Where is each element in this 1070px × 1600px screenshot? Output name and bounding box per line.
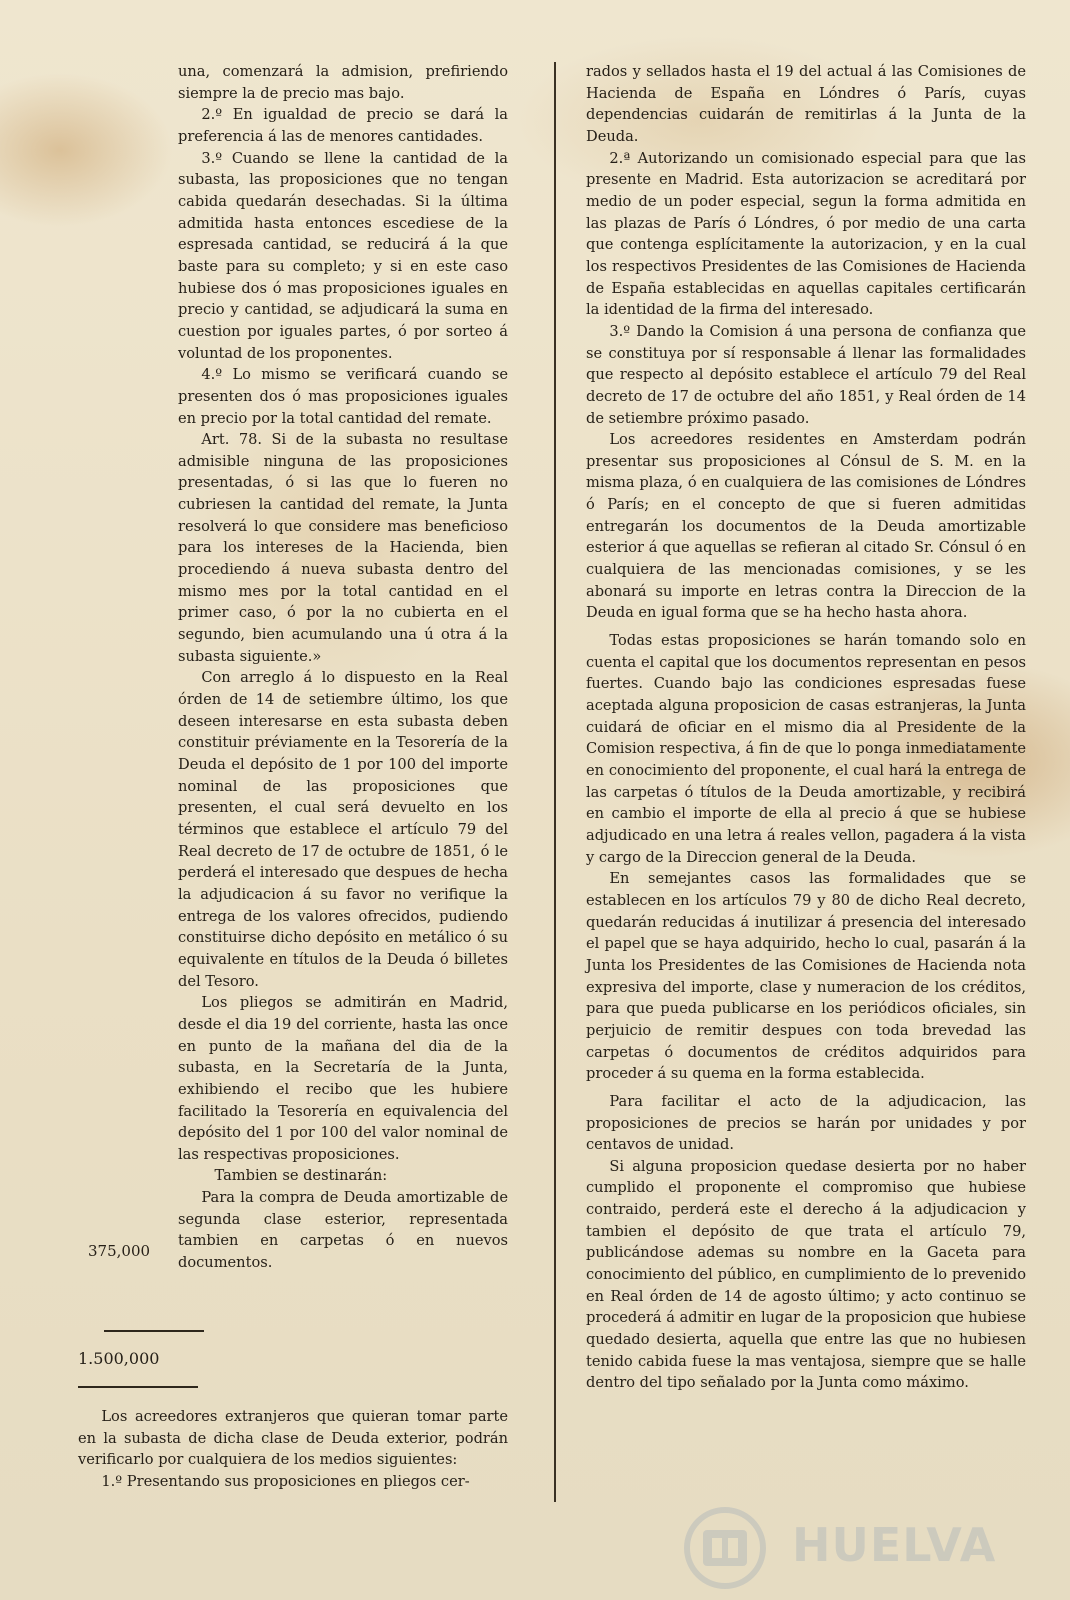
paragraph: 1.º Presentando sus proposiciones en pliegos cer- — [101, 1472, 470, 1490]
paragraph: Los pliegos se admitirán en Madrid, desde el dia 19 del corriente, hasta las once en punto de la mañana del dia de la subasta, en la Secretaría de la Junta, exhibiendo el recibo que les hubiere facilitado la Tesorería en equivalencia del depósito del 1 por 100 del valor nominal de las respectivas proposiciones. — [178, 994, 508, 1163]
column-divider — [554, 62, 556, 1502]
left-column — [178, 61, 508, 1274]
paragraph: 2.ª Autorizando un comisionado especial para que las presente en Madrid. Esta autorizacion se acreditará por medio de un poder especial, segun la forma admitida en las plazas de París ó Lóndres, ó por medio de una carta que contenga esplícitamente la autorizacion, y en la cual los respectivos Presidentes de las Comisiones de Hacienda de España establecidas en aquellas capitales certificarán la identidad de la firma del interesado. — [586, 149, 1026, 319]
paragraph: En semejantes casos las formalidades que se establecen en los artículos 79 y 80 de dicho Real decreto, quedarán reducidas á inutilizar á presencia del interesado el papel que se haya adquirido, hecho lo cual, pasarán á la Junta los Presidentes de las Comisiones de Hacienda nota expresiva del importe, clase y numeracion de los créditos, para que pueda publicarse en los periódicos oficiales, sin perjuicio de remitir despues con toda brevedad las carpetas ó documentos de créditos adquiridos para proceder á su quema en la forma establecida. — [586, 870, 1026, 1083]
watermark-text: HUELVA — [792, 1518, 997, 1572]
total-amount: 1.500,000 — [78, 1349, 160, 1368]
paragraph: 4.º Lo mismo se verificará cuando se presenten dos ó mas proposiciones iguales en precio por la total cantidad del remate. — [178, 366, 508, 427]
paragraph: Si alguna proposicion quedase desierta por no haber cumplido el proponente el compromiso que hubiese contraido, perderá este el derecho á la adjudicacion y tambien el depósito de que trata el artículo 79, publicándose ademas su nombre en la Gaceta para conocimiento del público, en cumplimiento de lo prevenido en Real órden de 14 de agosto último; y acto continuo se procederá á admitir en lugar de la proposicion que hubiese quedado desierta, aquella que entre las que no hubiesen tenido cabida fuese la mas ventajosa, siempre que se halle dentro del tipo señalado por la Junta como máximo. — [586, 1157, 1026, 1392]
paragraph: Los acreedores extranjeros que quieran tomar parte en la subasta de dicha clase de Deuda exterior, podrán verificarlo por cualquiera de los medios siguientes: — [78, 1408, 508, 1469]
paragraph: rados y sellados hasta el 19 del actual á las Comisiones de Hacienda de España en Lóndres ó París, cuyas dependencias cuidarán de remitirlas á la Junta de la Deuda. — [586, 63, 1026, 145]
right-column — [586, 61, 1026, 1394]
rule-short — [104, 1330, 204, 1332]
paragraph: Art. 78. Si de la subasta no resultase admisible ninguna de las proposiciones presentadas, ó si las que lo fueren no cubriesen la cantidad del remate, la Junta resolverá lo que considere mas beneficioso para los intereses de la Hacienda, bien procediendo á nueva subasta dentro del mismo mes por la total cantidad en el primer caso, ó por la no cubierta en el segundo, bien acumulando una ú otra á la subasta siguiente.» — [178, 431, 508, 665]
rule-short — [78, 1386, 198, 1388]
watermark — [670, 1506, 1000, 1590]
paragraph: 3.º Cuando se llene la cantidad de la subasta, las proposiciones que no tengan cabida quedarán desechadas. Si la última admitida hasta entonces escediese de la espresada cantidad, se reducirá á la que baste para su completo; y si en este caso hubiese dos ó mas proposiciones iguales en precio y cantidad, se adjudicará la suma en cuestion por iguales partes, ó por sorteo á voluntad de los proponentes. — [178, 149, 508, 362]
paragraph: Todas estas proposiciones se harán tomando solo en cuenta el capital que los documentos representan en pesos fuertes. Cuando bajo las condiciones espresadas fuese aceptada alguna proposicion de casas estranjeras, la Junta cuidará de oficiar en el mismo dia al Presidente de la Comision respectiva, á fin de que lo ponga inmediatamente en conocimiento del proponente, el cual hará la entrega de las carpetas ó títulos de la Deuda amortizable, y recibirá en cambio el importe de ella al precio á que se hubiese adjudicado en una letra á reales vellon, pagadera á la vista y cargo de la Direccion general de la Deuda. — [586, 632, 1026, 866]
paragraph: Para la compra de Deuda amortizable de segunda clase esterior, representada tambien en carpetas ó en nuevos documentos. — [178, 1189, 508, 1272]
paragraph: 2.º En igualdad de precio se dará la preferencia á las de menores cantidades. — [178, 106, 508, 145]
paragraph: Los acreedores residentes en Amsterdam podrán presentar sus proposiciones al Cónsul de S. M. en la misma plaza, ó en cualquiera de las comisiones de Lóndres ó París; en el concepto de que si fueren admitidas entregarán los documentos de la Deuda amortizable esterior á que aquellas se refieran al citado Sr. Cónsul ó en cualquiera de las mencionadas comisiones, y se les abonará su importe en letras contra la Direccion de la Deuda en igual forma que se ha hecho hasta ahora. — [586, 431, 1026, 622]
archive-seal-icon — [670, 1506, 780, 1590]
side-amount: 375,000 — [88, 1242, 151, 1260]
paragraph: Con arreglo á lo dispuesto en la Real órden de 14 de setiembre último, los que deseen interesarse en esta subasta deben constituir préviamente en la Tesorería de la Deuda el depósito de 1 por 100 del importe nominal de las proposiciones que presenten, el cual será devuelto en los términos que establece el artículo 79 del Real decreto de 17 de octubre de 1851, ó le perderá el interesado que despues de hecha la adjudicacion á su favor no verifique la entrega de los valores ofrecidos, pudiendo constituirse dicho depósito en metálico ó su equivalente en títulos de la Deuda ó billetes del Tesoro. — [178, 669, 508, 990]
paragraph: Para facilitar el acto de la adjudicacion, las proposiciones de precios se harán por unidades y por centavos de unidad. — [586, 1092, 1026, 1154]
paragraph: Tambien se destinarán: — [214, 1167, 388, 1185]
paragraph: una, comenzará la admision, prefiriendo siempre la de precio mas bajo. — [178, 63, 508, 102]
bottom-left-block — [78, 1406, 508, 1493]
paragraph: 3.º Dando la Comision á una persona de confianza que se constituya por sí responsable á llenar las formalidades que respecto al depósito establece el artículo 79 del Real decreto de 17 de octubre del año 1851, y Real órden de 14 de setiembre próximo pasado. — [586, 322, 1026, 427]
